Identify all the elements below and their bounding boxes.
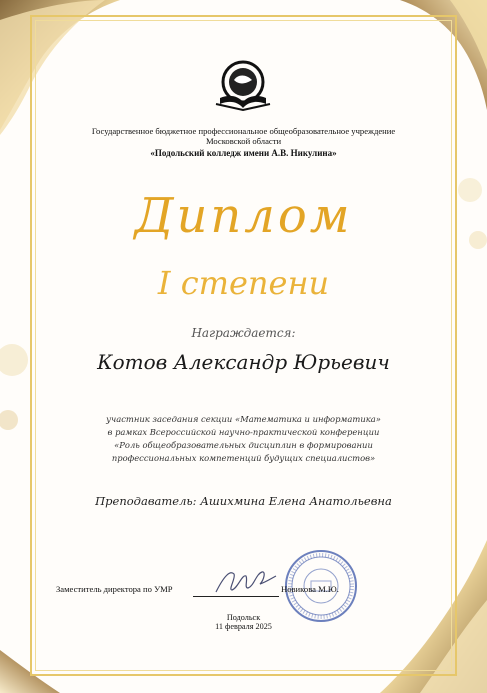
city: Подольск: [226, 613, 261, 622]
institution-line-2: Московской области: [205, 136, 282, 146]
handwritten-signature-icon: [210, 566, 280, 598]
diploma-title: Диплом: [134, 188, 353, 244]
issue-date: 11 февраля 2025: [215, 622, 272, 631]
institution-name: «Подольский колледж имени А.В. Никулина»: [150, 148, 337, 158]
description-line-3: «Роль общеобразовательных дисциплин в формировании: [114, 440, 373, 450]
signatory-name: Новикова М.Ю.: [281, 584, 339, 594]
recipient-name: Котов Александр Юрьевич: [97, 350, 390, 374]
teacher-line: Преподаватель: Ашихмина Елена Анатольевна: [95, 494, 392, 508]
signatory-title: Заместитель директора по УМР: [56, 584, 173, 594]
description-line-2: в рамках Всероссийской научно-практической конференции: [107, 427, 380, 437]
diploma-degree: I степени: [157, 264, 330, 302]
description-line-4: профессиональных компетенций будущих специалистов»: [111, 453, 376, 463]
college-emblem-icon: [214, 58, 272, 112]
institution-line-1: Государственное бюджетное профессиональное общеобразовательное учреждение: [91, 126, 396, 136]
awarded-label: Награждается:: [191, 326, 296, 340]
description-line-1: участник заседания секции «Математика и информатика»: [106, 414, 381, 424]
